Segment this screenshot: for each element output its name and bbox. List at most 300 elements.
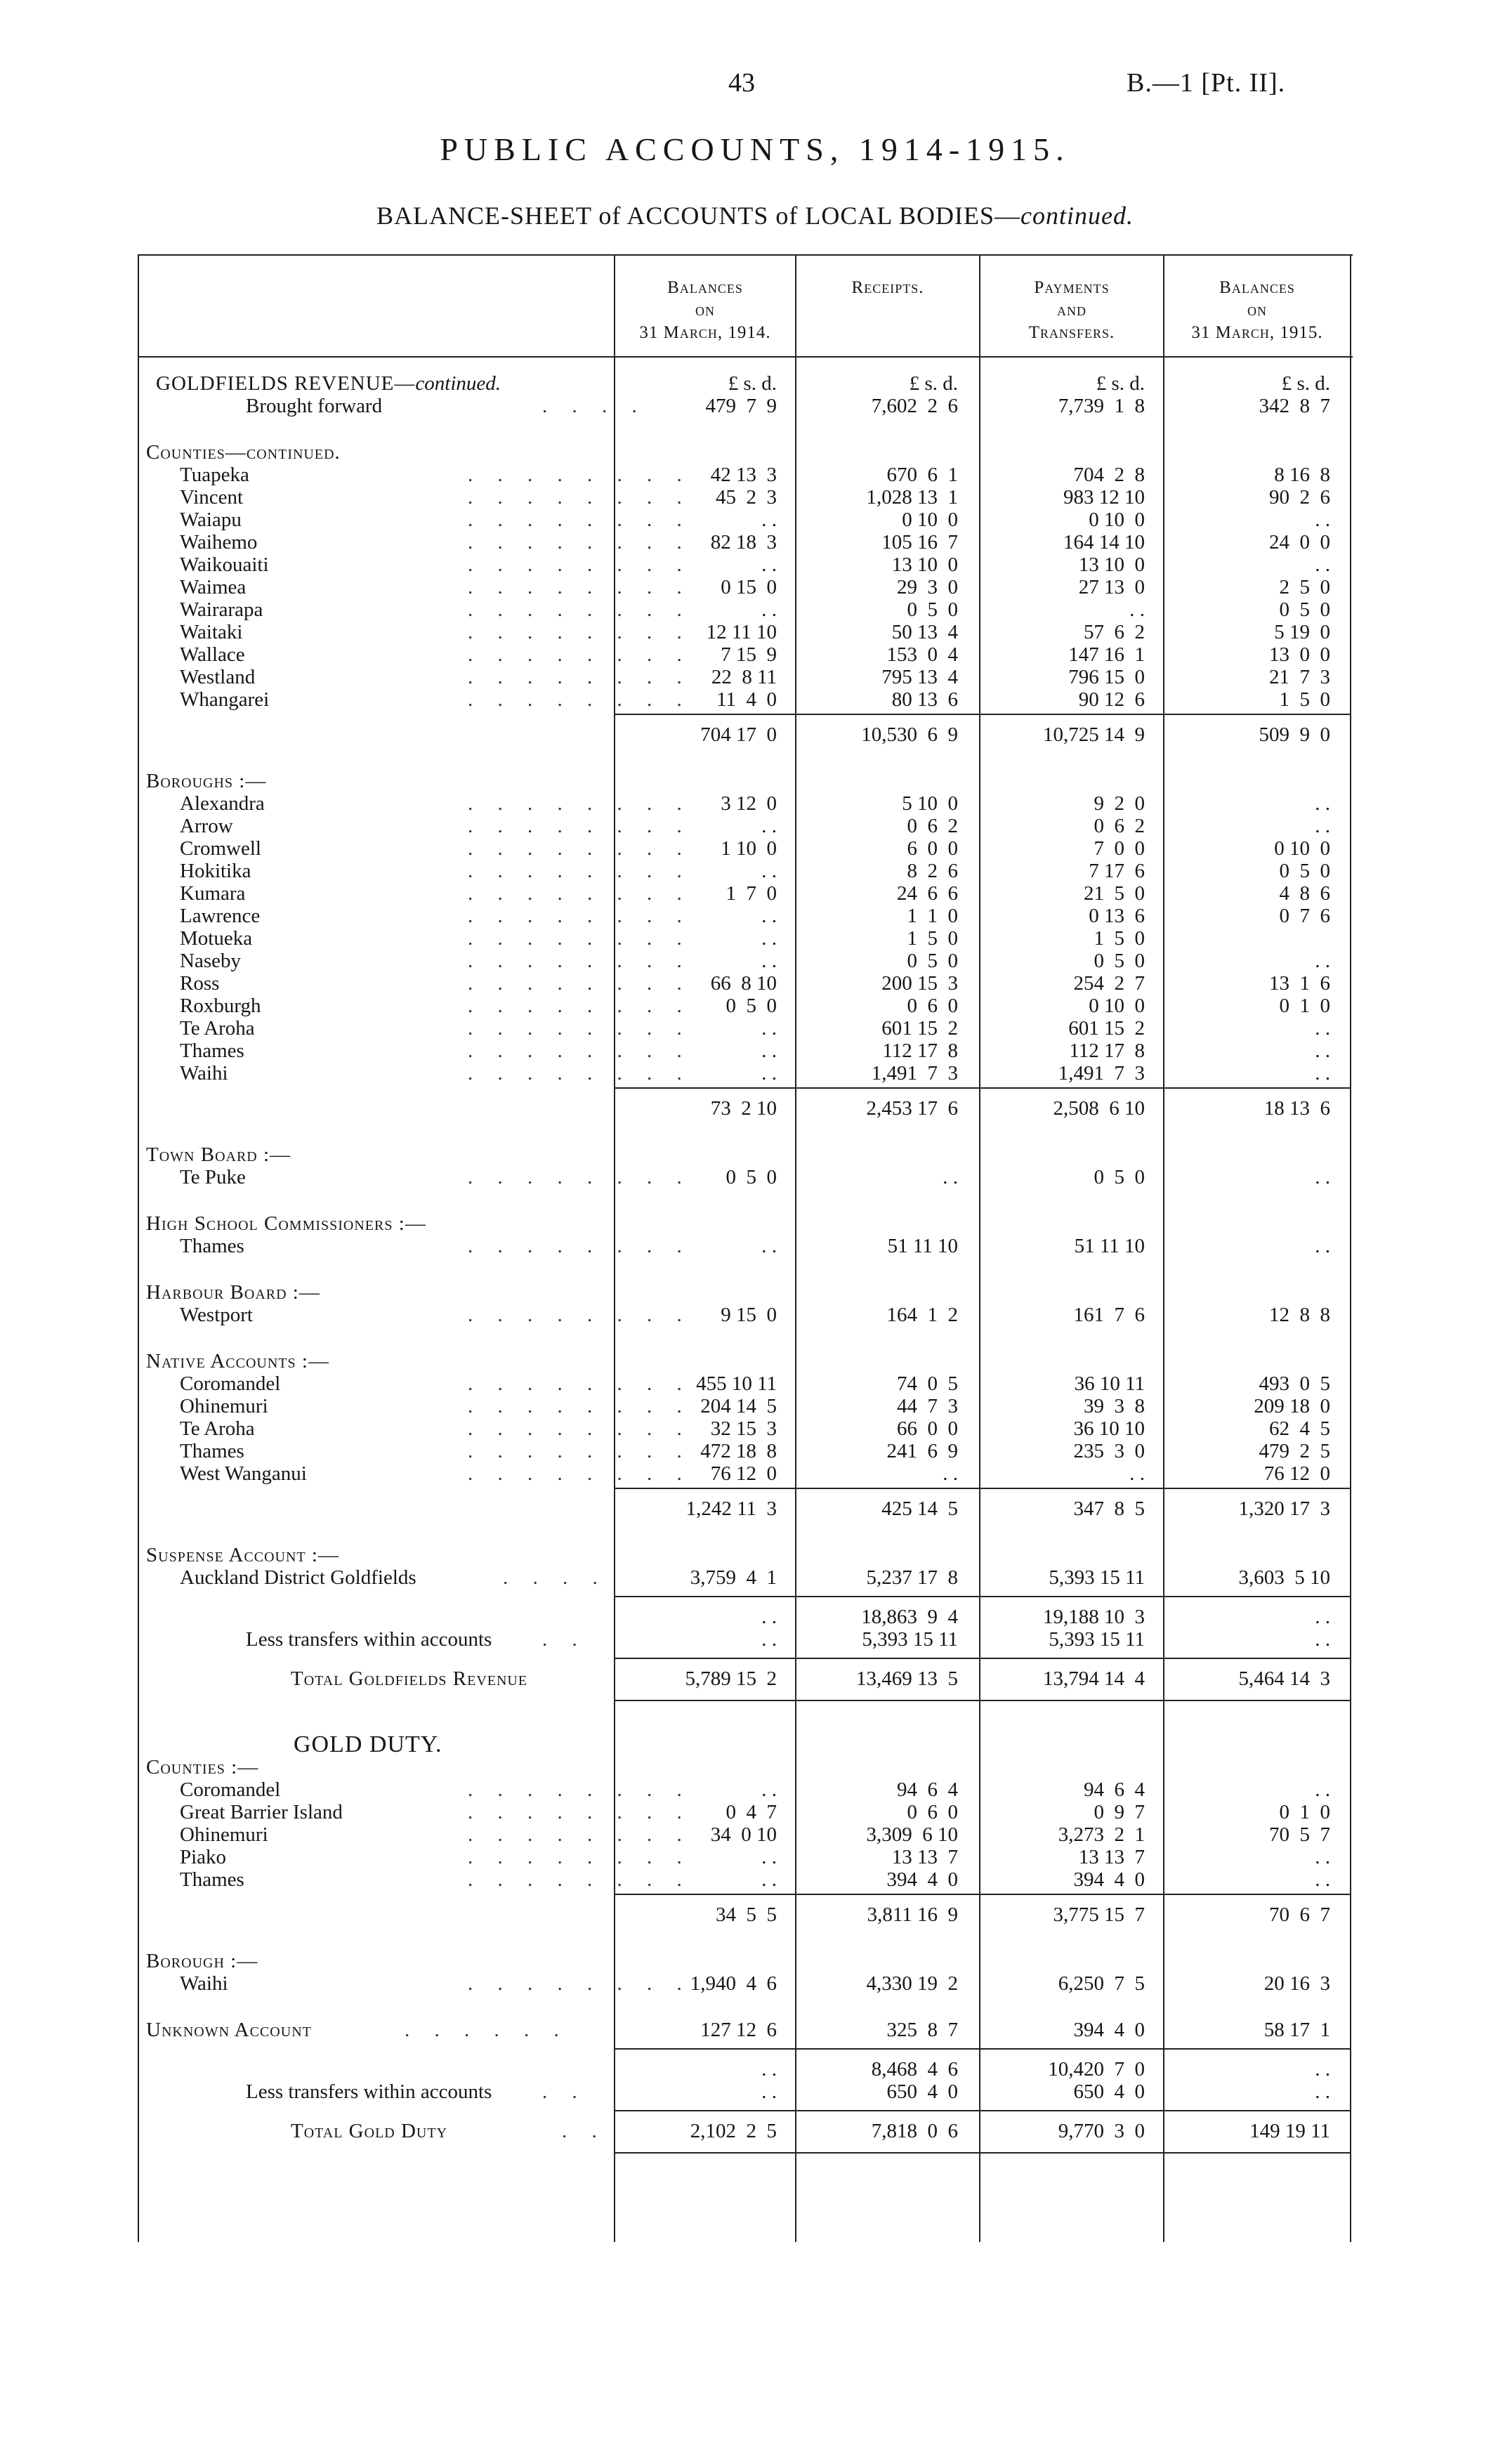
amount-cell: 1 10 0 [721,837,777,860]
total-underline [979,1700,1163,1701]
leader-dots: . . . . . . . . [468,553,692,576]
amount-cell: . . [1315,1868,1330,1891]
amount-cell: 13 10 0 [1078,553,1145,576]
amount-cell: . . [761,860,777,882]
total-rule [795,1596,979,1597]
row-label: Vincent [180,486,244,509]
table-row [138,1350,1353,1372]
amount-cell: 7,818 0 6 [871,2120,958,2142]
amount-cell: 161 7 6 [1073,1304,1145,1326]
row-label: Waiapu [180,509,242,531]
row-label: Westland [180,666,256,688]
section-title: GOLD DUTY. [294,1731,442,1757]
table-row [138,441,1353,464]
amount-cell: 796 15 0 [1068,666,1145,688]
amount-cell: . . [761,1606,777,1628]
table-row [138,1778,1353,1801]
amount-cell: 1 1 0 [907,905,958,927]
amount-cell: 425 14 5 [881,1498,958,1520]
amount-cell: 1 7 0 [726,882,777,905]
amount-cell: 10,530 6 9 [861,723,958,746]
amount-cell: . . [1315,1235,1330,1257]
amount-cell: 13 1 6 [1269,972,1330,995]
amount-cell: 7,739 1 8 [1058,395,1145,417]
amount-cell: . . [1315,815,1330,837]
leader-dots: . . . . . . . . [468,860,692,882]
amount-cell: 0 13 6 [1089,905,1145,927]
amount-cell: 983 12 10 [1063,486,1145,509]
amount-cell: 94 6 4 [1084,1778,1145,1801]
amount-cell: 509 9 0 [1259,723,1330,746]
amount-cell: 10,420 7 0 [1048,2058,1145,2080]
table-row [138,1756,1353,1778]
amount-cell: 3 12 0 [721,792,777,815]
amount-cell: 5 19 0 [1274,621,1330,643]
amount-cell: 36 10 10 [1073,1417,1145,1440]
amount-cell: 241 6 9 [886,1440,958,1462]
amount-cell: 1 5 0 [907,927,958,950]
amount-cell: 32 15 3 [710,1417,777,1440]
leader-dots: . . . . . . . . [468,464,692,486]
amount-cell: 27 13 0 [1078,576,1145,598]
amount-cell: 325 8 7 [886,2019,958,2041]
amount-cell: . . [1129,598,1145,621]
amount-cell: 62 4 5 [1269,1417,1330,1440]
leader-dots: . . . . . . . . [468,1304,692,1326]
category-label: Counties—continued. [146,441,341,464]
total-rule [1163,1488,1350,1489]
table-row [138,598,1353,621]
row-label: Te Puke [180,1166,246,1188]
leader-dots: . . . . . . . . [468,1440,692,1462]
amount-cell: . . [761,950,777,972]
leader-dots: . . . . . . . . [468,576,692,598]
amount-cell: 21 5 0 [1084,882,1145,905]
amount-cell: 0 7 6 [1279,905,1330,927]
amount-cell: 66 8 10 [710,972,777,995]
table-row [138,1628,1353,1651]
row-label: Piako [180,1846,227,1868]
total-row [138,2120,1353,2142]
leader-dots: . . . . . . . . [468,905,692,927]
total-rule [1163,714,1350,715]
total-rule [795,1488,979,1489]
amount-cell: 13 13 7 [891,1846,958,1868]
amount-cell: 7,602 2 6 [871,395,958,417]
row-label: Waihi [180,1972,228,1995]
total-rule [614,1488,795,1489]
total-rule [979,1596,1163,1597]
row-label: West Wanganui [180,1462,307,1485]
amount-cell: 7 15 9 [721,643,777,666]
table-row [138,1846,1353,1868]
amount-cell: 70 6 7 [1269,1903,1330,1926]
amount-cell: 2,508 6 10 [1053,1097,1145,1120]
amount-cell: 57 6 2 [1084,621,1145,643]
leader-dots: . . . . . . . . [468,1166,692,1188]
leader-dots: . . . . . . . . [468,837,692,860]
amount-cell: 0 1 0 [1279,1801,1330,1823]
total-rule [795,1658,979,1659]
total-underline [1163,2152,1350,2154]
table-row [138,1606,1353,1628]
table-row [138,1823,1353,1846]
leader-dots: . . . . . . . . [468,1846,692,1868]
amount-cell: 51 11 10 [887,1235,958,1257]
amount-cell: 13 0 0 [1269,643,1330,666]
amount-cell: 1,028 13 1 [866,486,958,509]
table-row [138,486,1353,509]
amount-cell: 3,309 6 10 [866,1823,958,1846]
table-row [138,1304,1353,1326]
amount-cell: 9 15 0 [721,1304,777,1326]
category-label: Suspense Account :— [146,1544,339,1566]
total-underline [795,1700,979,1701]
table-row [138,1372,1353,1395]
amount-cell: 0 5 0 [726,995,777,1017]
leader-dots: . . . . . . . . [468,621,692,643]
total-row [138,723,1353,746]
amount-cell: 8 2 6 [907,860,958,882]
leader-dots: . . . . . . . . [468,1462,692,1485]
table-row [138,1801,1353,1823]
amount-cell: . . [1315,1166,1330,1188]
amount-cell: 42 13 3 [710,464,777,486]
table-row [138,688,1353,711]
amount-cell: 7 0 0 [1094,837,1145,860]
row-label: Total Gold Duty [291,2120,448,2142]
amount-cell: . . [761,2058,777,2080]
table-row [138,2019,1353,2041]
leader-dots: . . . . . . . . [468,927,692,950]
amount-cell: . . [761,2080,777,2103]
leader-dots: . . . . . . . . [468,1801,692,1823]
amount-cell: 7 17 6 [1089,860,1145,882]
amount-cell: 601 15 2 [1068,1017,1145,1040]
row-label: Ross [180,972,220,995]
table-row [138,464,1353,486]
row-label: Less transfers within accounts [246,1628,492,1651]
amount-cell: 0 5 0 [1279,860,1330,882]
unit-label: £ s. d. [1281,372,1330,395]
amount-cell: . . [761,905,777,927]
row-label: Te Aroha [180,1017,255,1040]
table-row [138,1395,1353,1417]
amount-cell: 704 17 0 [700,723,777,746]
table-row [138,882,1353,905]
total-rule [614,1658,795,1659]
category-label: Native Accounts :— [146,1350,329,1372]
amount-cell: 5,237 17 8 [866,1566,958,1589]
amount-cell: 51 11 10 [1074,1235,1145,1257]
amount-cell: 19,188 10 3 [1043,1606,1145,1628]
amount-cell: 670 6 1 [886,464,958,486]
amount-cell: 0 10 0 [1089,995,1145,1017]
table-row [138,2058,1353,2080]
amount-cell: 164 1 2 [886,1304,958,1326]
amount-cell: 24 0 0 [1269,531,1330,553]
total-rule [979,714,1163,715]
total-row [138,1498,1353,1520]
amount-cell: 29 3 0 [897,576,958,598]
amount-cell: 2,102 2 5 [690,2120,777,2142]
table-row [138,1462,1353,1485]
row-label: Wallace [180,643,245,666]
table-row [138,995,1353,1017]
amount-cell: 4 8 6 [1279,882,1330,905]
amount-cell: 12 11 10 [706,621,777,643]
total-rule [614,714,795,715]
amount-cell: . . [761,1062,777,1084]
amount-cell: 394 4 0 [886,1868,958,1891]
total-underline [614,2152,795,2154]
amount-cell: . . [943,1462,958,1485]
total-row [138,1667,1353,1690]
amount-cell: 70 5 7 [1269,1823,1330,1846]
header-bottom-rule [138,356,1353,358]
amount-cell: 90 2 6 [1269,486,1330,509]
amount-cell: 0 10 0 [1089,509,1145,531]
unit-label: £ s. d. [909,372,958,395]
amount-cell: 13,469 13 5 [856,1667,958,1690]
total-underline [614,1700,795,1701]
total-rule [795,714,979,715]
leader-dots: . . [542,1628,587,1651]
table-row [138,2080,1353,2103]
amount-cell: 394 4 0 [1073,2019,1145,2041]
page-number: 43 [728,68,755,98]
total-rule [979,1488,1163,1489]
row-label: Brought forward [246,395,383,417]
table-row [138,531,1353,553]
amount-cell: 22 8 11 [711,666,777,688]
amount-cell: 1 5 0 [1279,688,1330,711]
amount-cell: . . [1315,1040,1330,1062]
amount-cell: 20 16 3 [1263,1972,1330,1995]
amount-cell: . . [1315,1628,1330,1651]
amount-cell: 1,940 4 6 [690,1972,777,1995]
total-rule [795,1894,979,1895]
leader-dots: . . . . . . . . [468,1062,692,1084]
amount-cell: 0 6 2 [1094,815,1145,837]
amount-cell: 34 5 5 [716,1903,777,1926]
row-label: Alexandra [180,792,265,815]
page-title: PUBLIC ACCOUNTS, 1914-1915. [440,131,1070,167]
leader-dots: . . . . . . . . [468,792,692,815]
amount-cell: 24 6 6 [897,882,958,905]
leader-dots: . . . . . . . . [468,1235,692,1257]
section-title-goldfields: GOLDFIELDS REVENUE—continued. [156,372,501,395]
column-header-balances-1915: Balances on 31 March, 1915. [1191,278,1323,342]
row-label: Roxburgh [180,995,261,1017]
amount-cell: 5,393 15 11 [1049,1566,1145,1589]
amount-cell: 0 9 7 [1094,1801,1145,1823]
amount-cell: . . [761,553,777,576]
amount-cell: 493 0 5 [1259,1372,1330,1395]
amount-cell: 13,794 14 4 [1043,1667,1145,1690]
row-label: Lawrence [180,905,261,927]
amount-cell: 164 14 10 [1063,531,1145,553]
amount-cell: 13 10 0 [891,553,958,576]
amount-cell: . . [761,1017,777,1040]
amount-cell: . . [1315,1017,1330,1040]
table-row [138,666,1353,688]
amount-cell: 5,393 15 11 [1049,1628,1145,1651]
amount-cell: 3,775 15 7 [1053,1903,1145,1926]
total-underline [795,2152,979,2154]
table-row [138,576,1353,598]
leader-dots: . . . . . . . . [468,950,692,972]
row-label: Ohinemuri [180,1823,268,1846]
amount-cell: 50 13 4 [891,621,958,643]
amount-cell: 3,811 16 9 [867,1903,958,1926]
leader-dots: . . [562,2120,607,2142]
leader-dots: . . . . . . . . [468,1778,692,1801]
amount-cell: 0 4 7 [726,1801,777,1823]
table-row [138,837,1353,860]
amount-cell: . . [1315,1062,1330,1084]
row-label: Waitaki [180,621,243,643]
row-label: Ohinemuri [180,1395,268,1417]
row-label: Arrow [180,815,233,837]
amount-cell: . . [1315,509,1330,531]
row-label: Wairarapa [180,598,263,621]
table-row [138,1544,1353,1566]
row-label: Waimea [180,576,247,598]
amount-cell: . . [943,1166,958,1188]
table-row [138,1143,1353,1166]
amount-cell: 650 4 0 [1073,2080,1145,2103]
row-label: Hokitika [180,860,251,882]
row-label: Auckland District Goldfields [180,1566,416,1589]
row-label: Tuapeka [180,464,249,486]
total-rule [979,1658,1163,1659]
amount-cell: . . [761,509,777,531]
table-row [138,905,1353,927]
amount-cell: 18 13 6 [1263,1097,1330,1120]
table-subtitle [0,201,1510,230]
amount-cell: 200 15 3 [881,972,958,995]
amount-cell: . . [1315,2058,1330,2080]
amount-cell: 2,453 17 6 [866,1097,958,1120]
amount-cell: 1,320 17 3 [1238,1498,1330,1520]
amount-cell: . . [1315,1778,1330,1801]
row-label: Coromandel [180,1372,281,1395]
table-row [138,1017,1353,1040]
amount-cell: 90 12 6 [1078,688,1145,711]
amount-cell: 149 19 11 [1249,2120,1330,2142]
leader-dots: . . . . . . . . [468,1823,692,1846]
amount-cell: 34 0 10 [710,1823,777,1846]
leader-dots: . . . . . . . . [468,1417,692,1440]
total-row [138,1903,1353,1926]
amount-cell: 650 4 0 [886,2080,958,2103]
category-label: Counties :— [146,1756,259,1778]
total-rule [1163,2048,1350,2050]
total-rule [614,1087,795,1089]
total-rule [979,2048,1163,2050]
leader-dots: . . . . [542,395,647,417]
row-label: Naseby [180,950,241,972]
table-row [138,1440,1353,1462]
amount-cell: 3,603 5 10 [1238,1566,1330,1589]
amount-cell: 153 0 4 [886,643,958,666]
total-rule [1163,1658,1350,1659]
total-rule [1163,1596,1350,1597]
category-label: Town Board :— [146,1143,291,1166]
total-rule [795,1087,979,1089]
leader-dots: . . . . . . . . [468,1395,692,1417]
leader-dots: . . . . . . . . [468,598,692,621]
amount-cell: 0 10 0 [902,509,958,531]
leader-dots: . . . . . . . . [468,1040,692,1062]
table-row [138,1166,1353,1188]
row-label: Thames [180,1040,244,1062]
table-row [138,972,1353,995]
amount-cell: 6 0 0 [907,837,958,860]
amount-cell: . . [1315,2080,1330,2103]
amount-cell: 5,393 15 11 [862,1628,958,1651]
amount-cell: 9,770 3 0 [1058,2120,1145,2142]
total-rule [979,1087,1163,1089]
amount-cell: 795 13 4 [881,666,958,688]
leader-dots: . . . . . . . . [468,815,692,837]
row-label: Kumara [180,882,246,905]
amount-cell: . . [1315,1846,1330,1868]
total-rule [1163,2110,1350,2111]
amount-cell: 36 10 11 [1074,1372,1145,1395]
leader-dots: . . . . [503,1566,608,1589]
amount-cell: 479 7 9 [705,395,777,417]
amount-cell: 82 18 3 [710,531,777,553]
leader-dots: . . . . . . . . [468,995,692,1017]
table-row [138,643,1353,666]
amount-cell: 1,491 7 3 [1058,1062,1145,1084]
amount-cell: . . [761,927,777,950]
amount-cell: 0 5 0 [907,950,958,972]
amount-cell: 1,491 7 3 [871,1062,958,1084]
leader-dots: . . . . . . . . [468,643,692,666]
category-label: High School Commissioners :— [146,1212,426,1235]
amount-cell: 45 2 3 [716,486,777,509]
amount-cell: 5,464 14 3 [1238,1667,1330,1690]
table-row [138,395,1353,417]
row-label: Thames [180,1440,244,1462]
table-row [138,1566,1353,1589]
table-row [138,1868,1353,1891]
subtitle-main: BALANCE-SHEET of ACCOUNTS of LOCAL BODIES— [376,202,1021,230]
amount-cell: 73 2 10 [710,1097,777,1120]
total-rule [614,1596,795,1597]
units-row [138,372,1353,395]
amount-cell: 0 1 0 [1279,995,1330,1017]
amount-cell: . . [1129,1462,1145,1485]
amount-cell: 601 15 2 [881,1017,958,1040]
table-row [138,1281,1353,1304]
row-label: Waihi [180,1062,228,1084]
amount-cell: 3,759 4 1 [690,1566,777,1589]
amount-cell: 112 17 8 [882,1040,958,1062]
amount-cell: 6,250 7 5 [1058,1972,1145,1995]
amount-cell: 2 5 0 [1279,576,1330,598]
column-header-balances-1914: Balances on 31 March, 1914. [639,278,771,342]
amount-cell: 209 18 0 [1254,1395,1330,1417]
amount-cell: . . [761,1846,777,1868]
amount-cell: . . [761,1778,777,1801]
amount-cell: 74 0 5 [897,1372,958,1395]
amount-cell: 204 14 5 [700,1395,777,1417]
table-row [138,621,1353,643]
